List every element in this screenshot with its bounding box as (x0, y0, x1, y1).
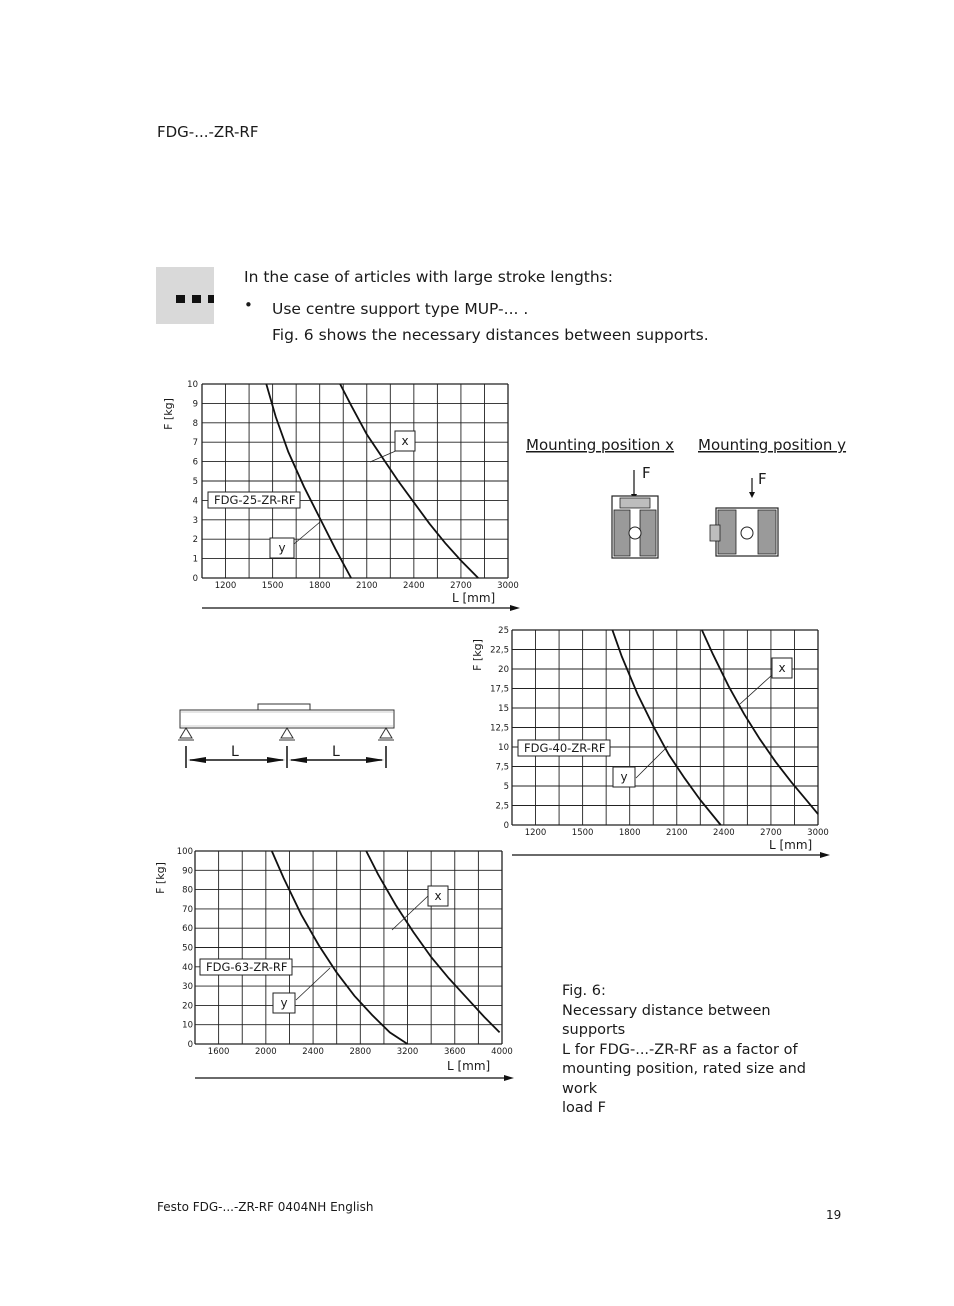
y-tick-label: 60 (182, 924, 193, 935)
y-tick-label: 20 (182, 1001, 193, 1012)
y-tick-label: 80 (182, 885, 193, 896)
x-tick-label: 2700 (760, 828, 782, 838)
support-right (378, 728, 394, 740)
y-tick-label: 30 (182, 982, 193, 993)
y-tick-label: 5 (192, 477, 198, 487)
series-x-label: x (401, 434, 409, 448)
x-tick-label: 1600 (207, 1047, 230, 1057)
y-tick-label: 10 (187, 380, 198, 390)
chart-fdg-25 (162, 380, 520, 611)
x-tick-label: 2000 (255, 1047, 277, 1057)
x-tick-label: 1800 (618, 828, 641, 838)
caption-line-2: Necessary distance between supports (562, 1002, 771, 1038)
x-tick-label: 4000 (491, 1047, 513, 1057)
beam-profile (180, 710, 394, 728)
figure-caption (562, 982, 832, 1119)
profile-y-bore (741, 527, 753, 539)
beam-carriage (258, 704, 310, 710)
x-tick-label: 3000 (807, 828, 829, 838)
y-axis-label: F [kg] (162, 398, 175, 430)
x-axis-arrowhead (510, 605, 520, 611)
y-tick-label: 22,5 (490, 645, 509, 656)
y-tick-label: 15 (498, 704, 509, 714)
x-tick-label: 3000 (497, 581, 519, 591)
y-axis-label: F [kg] (471, 639, 484, 671)
force-label-x: F (642, 464, 651, 482)
x-tick-label: 3200 (396, 1047, 419, 1057)
x-tick-label: 1500 (261, 581, 284, 591)
x-axis-label: L [mm] (447, 1059, 491, 1073)
note-intro: In the case of articles with large stroke lengths: (244, 268, 614, 286)
x-tick-label: 2100 (355, 581, 378, 591)
series-x-label: x (434, 889, 442, 903)
mounting-position-y-label: Mounting position y (698, 436, 847, 454)
y-tick-label: 7 (192, 438, 198, 449)
y-tick-label: 5 (503, 782, 509, 792)
profile-x-bore (629, 527, 641, 539)
series-line-x (702, 630, 818, 814)
y-tick-label: 2,5 (495, 801, 509, 812)
y-tick-label: 9 (192, 399, 198, 410)
x-tick-label: 2800 (349, 1047, 372, 1057)
y-tick-label: 0 (503, 821, 509, 831)
chart-fdg-63 (154, 847, 514, 1081)
y-tick-label: 20 (498, 665, 509, 675)
span-label-1: L (231, 744, 239, 760)
force-label-y: F (758, 470, 767, 488)
profile-y-right-wall (758, 510, 776, 554)
series-y-label: y (278, 541, 286, 555)
series-y-label: y (620, 770, 628, 784)
profile-y-slide (710, 525, 720, 541)
y-tick-label: 50 (182, 943, 193, 954)
support-left (178, 728, 194, 740)
x-axis-label: L [mm] (769, 838, 813, 852)
y-tick-label: 90 (182, 866, 193, 877)
series-y-leader (294, 522, 320, 544)
series-x-label: x (778, 661, 786, 675)
y-tick-label: 10 (182, 1020, 193, 1031)
x-tick-label: 1500 (571, 828, 594, 838)
y-tick-label: 2 (192, 535, 198, 546)
force-arrowhead-y (749, 492, 755, 498)
y-tick-label: 70 (182, 904, 193, 915)
y-tick-label: 10 (498, 743, 509, 753)
mounting-position-x-label: Mounting position x (526, 436, 675, 454)
mounting-x-drawing (612, 464, 658, 558)
y-tick-label: 40 (182, 962, 193, 973)
header-title: FDG-...-ZR-RF (157, 123, 259, 141)
chart-fdg-40 (471, 626, 830, 858)
x-axis-arrowhead (820, 852, 830, 858)
x-tick-label: 1200 (524, 828, 547, 838)
bullet-line-1: Use centre support type MUP-... . (272, 300, 529, 318)
x-tick-label: 2400 (403, 581, 425, 591)
x-axis-label: L [mm] (452, 591, 496, 605)
profile-y-left-wall (718, 510, 736, 554)
x-tick-label: 2400 (713, 828, 735, 838)
beam-diagram (178, 704, 394, 768)
caption-line-5: load F (562, 1100, 606, 1116)
size-label: FDG-40-ZR-RF (524, 741, 606, 755)
x-tick-label: 2100 (665, 828, 688, 838)
y-tick-label: 1 (192, 554, 198, 565)
mounting-y-drawing (710, 470, 778, 556)
profile-x-slide (620, 498, 650, 508)
y-tick-label: 4 (192, 496, 198, 507)
x-axis-arrowhead (504, 1075, 514, 1081)
profile-x-left-wall (614, 510, 630, 556)
series-x-leader (740, 675, 772, 704)
y-tick-label: 12,5 (490, 723, 509, 734)
y-tick-label: 17,5 (490, 684, 509, 695)
caption-line-3: L for FDG-...-ZR-RF as a factor of (562, 1041, 798, 1058)
x-tick-label: 3600 (443, 1047, 466, 1057)
bullet-line-2: Fig. 6 shows the necessary distances between supports. (272, 326, 709, 344)
y-tick-label: 8 (192, 418, 198, 429)
caption-line-4: mounting position, rated size and work (562, 1061, 807, 1097)
caption-line-1: Fig. 6: (562, 983, 606, 999)
series-y-label: y (280, 996, 288, 1010)
y-tick-label: 25 (498, 626, 509, 636)
span-label-2: L (332, 744, 340, 760)
series-x-leader (392, 896, 428, 930)
size-label: FDG-63-ZR-RF (206, 960, 288, 974)
x-tick-label: 1800 (308, 581, 331, 591)
y-tick-label: 6 (192, 457, 198, 468)
x-tick-label: 2400 (302, 1047, 324, 1057)
y-tick-label: 0 (187, 1040, 193, 1050)
size-label: FDG-25-ZR-RF (214, 493, 296, 507)
footer-document-id: Festo FDG-...-ZR-RF 0404NH English (157, 1200, 374, 1214)
bullet-marker: • (244, 296, 253, 314)
y-tick-label: 7,5 (495, 762, 509, 773)
y-tick-label: 100 (176, 847, 193, 857)
y-tick-label: 3 (192, 515, 198, 526)
x-tick-label: 1200 (214, 581, 237, 591)
support-centre (279, 728, 295, 740)
y-axis-label: F [kg] (154, 862, 167, 894)
y-tick-label: 0 (192, 574, 198, 584)
profile-x-right-wall (640, 510, 656, 556)
x-tick-label: 2700 (450, 581, 472, 591)
series-y-leader (636, 746, 668, 778)
page-number: 19 (826, 1208, 842, 1222)
